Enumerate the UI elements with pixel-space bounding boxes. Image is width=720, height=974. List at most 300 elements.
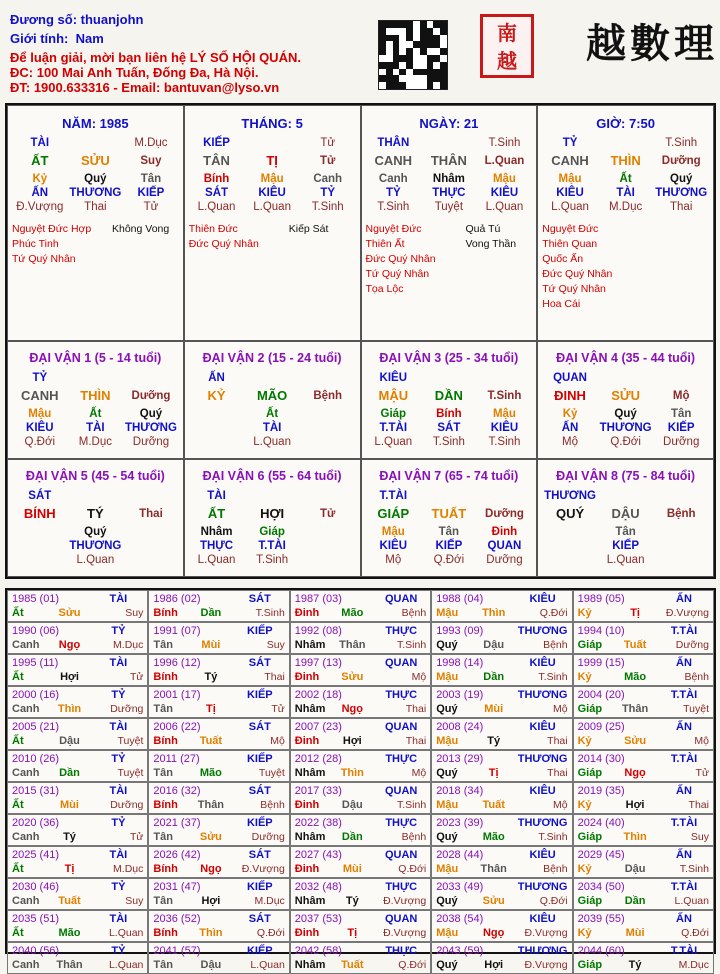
- year-phase: Bệnh: [543, 863, 568, 875]
- pillar-stars: [366, 222, 533, 297]
- dai-van-grid: [5, 341, 716, 579]
- year-branch: Tuất: [58, 895, 81, 907]
- hidden-god: TÀI: [616, 187, 635, 199]
- hidden-stem: Canh: [378, 173, 408, 185]
- year-stem: Ất: [12, 799, 24, 811]
- qr-module: [399, 21, 406, 28]
- year-cell[interactable]: [290, 718, 431, 750]
- year-stem: Bính: [153, 927, 178, 939]
- qr-module: [399, 41, 406, 48]
- year-branch: Mão: [58, 927, 81, 939]
- hidden-stem: [123, 525, 179, 539]
- year-cell[interactable]: [431, 654, 572, 686]
- dv-god-row: [12, 489, 179, 503]
- qr-module: [399, 69, 406, 76]
- year-branch: Mùi: [60, 799, 79, 811]
- pillar-god: KIẾP: [203, 137, 230, 149]
- hidden-god: SÁT: [437, 422, 461, 434]
- year-cell[interactable]: [573, 814, 714, 846]
- year-cell[interactable]: [148, 686, 289, 718]
- year-line-2: [295, 638, 426, 652]
- year-god: THƯƠNG: [517, 753, 568, 765]
- year-label: 2031 (47): [153, 881, 201, 893]
- year-stem: Quý: [436, 831, 458, 843]
- year-cell[interactable]: [573, 718, 714, 750]
- year-line-2: [436, 830, 567, 844]
- dv-stem: BÍNH: [23, 506, 56, 521]
- year-line-1: [153, 720, 284, 734]
- year-line-1: [153, 752, 284, 766]
- year-line-2: [578, 606, 709, 620]
- year-phase: L.Quan: [674, 895, 709, 907]
- year-branch: Tị: [630, 607, 640, 619]
- year-cell[interactable]: [7, 750, 148, 782]
- year-line-1: [295, 880, 426, 894]
- dai-van-2[interactable]: [184, 341, 361, 459]
- year-god: THỰC: [385, 689, 418, 701]
- contact-line: Để luận giải, mời bạn liên hệ LÝ SỐ HỘI QUÁN.: [10, 50, 301, 65]
- year-cell[interactable]: [573, 654, 714, 686]
- year-stem: Đinh: [294, 927, 320, 939]
- year-cell[interactable]: [573, 590, 714, 622]
- qr-module: [413, 35, 420, 42]
- year-cell[interactable]: [7, 718, 148, 750]
- hidden-god: [189, 421, 245, 435]
- pillar-title: THÁNG: 5: [241, 116, 303, 131]
- year-phase: Thai: [405, 735, 427, 747]
- year-phase: T.Sinh: [255, 607, 285, 619]
- year-cell[interactable]: [7, 654, 148, 686]
- pillar-god-row: [542, 136, 709, 150]
- dv-hidden-gods: [542, 539, 709, 553]
- year-cell[interactable]: [290, 622, 431, 654]
- spacer: [300, 371, 356, 385]
- year-cell[interactable]: [148, 750, 289, 782]
- year-phase: Thai: [688, 799, 709, 811]
- hidden-phase: Q.Đới: [24, 436, 56, 448]
- pillar-stars: [12, 222, 179, 267]
- hidden-phase: L.Quan: [253, 201, 291, 213]
- year-god: THỰC: [385, 625, 418, 637]
- year-line-1: [12, 688, 143, 702]
- hidden-phase: L.Quan: [551, 201, 589, 213]
- year-label: 1998 (14): [436, 657, 484, 669]
- year-cell[interactable]: [290, 686, 431, 718]
- hidden-god: KIÊU: [26, 422, 54, 434]
- qr-module: [399, 28, 406, 35]
- year-cell[interactable]: [431, 750, 572, 782]
- year-god: TỶ: [111, 945, 126, 957]
- year-stem: Mậu: [436, 927, 459, 939]
- year-cell[interactable]: [7, 622, 148, 654]
- brand-logo: 越數理: [586, 20, 718, 67]
- qr-module: [406, 82, 413, 89]
- spacer: [598, 136, 654, 150]
- hidden-god: KIÊU: [490, 422, 519, 434]
- year-branch: Tý: [204, 671, 218, 683]
- year-cell[interactable]: [290, 846, 431, 878]
- year-cell[interactable]: [573, 622, 714, 654]
- star-row: [542, 282, 709, 297]
- year-stem: Bính: [153, 863, 178, 875]
- year-cell[interactable]: [148, 878, 289, 910]
- year-cell[interactable]: [431, 686, 572, 718]
- dai-van-7[interactable]: [361, 459, 538, 577]
- dv-god: SÁT: [28, 490, 52, 502]
- year-god: ẤN: [676, 785, 692, 797]
- year-cell[interactable]: [7, 686, 148, 718]
- year-cell[interactable]: [573, 782, 714, 814]
- year-branch: Thân: [339, 639, 366, 651]
- qr-module: [440, 69, 447, 76]
- hidden-stem: Nhâm: [200, 526, 233, 538]
- year-cell[interactable]: [148, 814, 289, 846]
- year-stem: Tân: [153, 831, 173, 843]
- year-cell[interactable]: [7, 910, 148, 942]
- pillar-state: L.Quan: [484, 155, 525, 167]
- year-line-1: [295, 816, 426, 830]
- qr-module: [406, 28, 413, 35]
- star-good: Nguyệt Đức: [542, 223, 599, 235]
- hidden-stem: Quý: [84, 173, 107, 185]
- pillar-phase: Tử: [320, 137, 336, 149]
- year-line-1: [436, 848, 567, 862]
- year-branch: Tị: [347, 927, 358, 939]
- year-cell[interactable]: [148, 942, 289, 974]
- qr-module: [413, 48, 420, 55]
- year-line-2: [436, 606, 567, 620]
- hidden-god: THỰC: [199, 540, 234, 552]
- hidden-god: TỶ: [320, 187, 336, 199]
- year-cell[interactable]: [573, 750, 714, 782]
- hidden-stem: Mậu: [492, 408, 516, 420]
- year-branch: Hợi: [342, 735, 362, 747]
- year-cell[interactable]: [290, 654, 431, 686]
- year-cell[interactable]: [573, 942, 714, 974]
- year-line-1: [153, 624, 284, 638]
- year-cell[interactable]: [148, 654, 289, 686]
- pillar-branch: THÂN: [430, 153, 467, 168]
- year-cell[interactable]: [290, 782, 431, 814]
- year-branch: Thìn: [57, 703, 82, 715]
- qr-module: [420, 69, 427, 76]
- year-phase: Suy: [690, 831, 709, 843]
- qr-module: [433, 62, 440, 69]
- year-cell[interactable]: [431, 910, 572, 942]
- qr-module: [379, 82, 386, 89]
- year-god: KIẾP: [246, 625, 273, 637]
- year-branch: Tuất: [341, 959, 364, 971]
- year-cell[interactable]: [290, 814, 431, 846]
- year-cell[interactable]: [148, 718, 289, 750]
- year-branch: Ngọ: [341, 703, 363, 715]
- spacer: [123, 371, 179, 385]
- year-cell[interactable]: [7, 942, 148, 974]
- star-row: [366, 267, 533, 282]
- year-label: 2021 (37): [153, 817, 201, 829]
- year-cell[interactable]: [7, 782, 148, 814]
- year-stem: Đinh: [294, 735, 320, 747]
- hidden-phase: Q.Đới: [610, 436, 641, 448]
- qr-module: [379, 55, 386, 62]
- year-cell[interactable]: [431, 814, 572, 846]
- dv-hidden-gods: [366, 421, 533, 435]
- dai-van-4[interactable]: [537, 341, 714, 459]
- dai-van-1[interactable]: [7, 341, 184, 459]
- dai-van-5[interactable]: [7, 459, 184, 577]
- dv-hidden-phases: [366, 435, 533, 449]
- qr-module: [406, 55, 413, 62]
- dv-state: Mộ: [672, 390, 690, 402]
- pillar-stem: CANH: [374, 153, 413, 168]
- year-stem: Nhâm: [294, 703, 326, 715]
- year-god: QUAN: [384, 913, 418, 925]
- year-cell[interactable]: [431, 846, 572, 878]
- year-cell[interactable]: [148, 782, 289, 814]
- year-cell[interactable]: [148, 590, 289, 622]
- dai-van-3[interactable]: [361, 341, 538, 459]
- year-line-2: [578, 798, 709, 812]
- year-branch: Hợi: [625, 799, 645, 811]
- year-line-2: [578, 958, 709, 972]
- year-stem: Bính: [153, 671, 178, 683]
- year-cell[interactable]: [148, 846, 289, 878]
- year-line-1: [153, 880, 284, 894]
- year-branch: Tý: [487, 735, 501, 747]
- hidden-god: THƯƠNG: [655, 187, 708, 199]
- spacer: [421, 371, 477, 385]
- year-cell[interactable]: [573, 878, 714, 910]
- year-stem: Ất: [12, 735, 24, 747]
- year-cell[interactable]: [7, 590, 148, 622]
- pillar-god: THÂN: [377, 137, 410, 149]
- year-cell[interactable]: [290, 878, 431, 910]
- qr-module: [427, 41, 434, 48]
- year-line-1: [295, 656, 426, 670]
- year-cell[interactable]: [290, 942, 431, 974]
- year-god: THƯƠNG: [517, 945, 568, 957]
- year-branch: Sửu: [58, 607, 81, 619]
- hidden-stem: Tân: [670, 408, 692, 420]
- year-branch: Thìn: [340, 767, 364, 779]
- hidden-god: KIẾP: [612, 540, 640, 552]
- year-line-1: [295, 592, 426, 606]
- year-god: KIÊU: [529, 785, 556, 797]
- dai-van-6[interactable]: [184, 459, 361, 577]
- qr-module: [433, 28, 440, 35]
- year-cell[interactable]: [573, 846, 714, 878]
- year-cell[interactable]: [290, 910, 431, 942]
- year-label: 2030 (46): [12, 881, 60, 893]
- qr-module: [420, 35, 427, 42]
- year-god: KIÊU: [529, 657, 556, 669]
- year-stem: Quý: [436, 895, 458, 907]
- year-cell[interactable]: [7, 814, 148, 846]
- year-label: 1991 (07): [153, 625, 201, 637]
- pillar-hidden-phases: [542, 200, 709, 214]
- year-branch: Thìn: [199, 927, 223, 939]
- year-cell[interactable]: [431, 878, 572, 910]
- year-god: TÀI: [109, 593, 128, 605]
- year-label: 1996 (12): [153, 657, 201, 669]
- year-line-2: [578, 862, 709, 876]
- dv-god-row: [542, 489, 709, 503]
- year-phase: T.Sinh: [397, 799, 427, 811]
- year-line-2: [153, 926, 284, 940]
- year-cell[interactable]: [431, 782, 572, 814]
- hidden-phase: Dưỡng: [486, 554, 523, 566]
- year-cell[interactable]: [573, 910, 714, 942]
- year-stem: Tân: [153, 703, 173, 715]
- year-line-1: [578, 592, 709, 606]
- year-cell[interactable]: [7, 846, 148, 878]
- pillar-stem: CANH: [551, 153, 589, 168]
- year-line-1: [578, 784, 709, 798]
- year-stem: Canh: [12, 831, 40, 843]
- year-line-1: [12, 848, 143, 862]
- year-stem: Nhâm: [294, 895, 326, 907]
- dv-branch: TUẤT: [431, 506, 467, 521]
- qr-module: [433, 55, 440, 62]
- year-cell[interactable]: [431, 622, 572, 654]
- year-branch: Mão: [199, 767, 222, 779]
- year-line-1: [436, 816, 567, 830]
- year-cell[interactable]: [431, 718, 572, 750]
- hidden-phase: Đ.Vượng: [16, 201, 64, 213]
- year-god: ẤN: [676, 657, 692, 669]
- year-branch: Sửu: [624, 735, 647, 747]
- year-branch: Tuất: [623, 639, 647, 651]
- year-god: KIẾP: [246, 817, 273, 829]
- gender: [10, 31, 104, 46]
- year-stem: Tân: [153, 895, 173, 907]
- year-line-1: [12, 624, 143, 638]
- year-god: QUAN: [384, 657, 418, 669]
- hidden-phase: [300, 553, 356, 567]
- year-line-1: [295, 624, 426, 638]
- hidden-god: [300, 421, 356, 435]
- hidden-stem: Tân: [438, 526, 460, 538]
- hidden-phase: M.Dục: [78, 436, 112, 448]
- year-cell[interactable]: [431, 942, 572, 974]
- star-good: Đức Quý Nhân: [188, 238, 259, 250]
- year-cell[interactable]: [148, 910, 289, 942]
- year-stem: Canh: [12, 959, 40, 971]
- year-phase: Tử: [129, 671, 144, 683]
- hidden-stem: Giáp: [380, 408, 407, 420]
- year-cell[interactable]: [290, 750, 431, 782]
- dv-god: QUAN: [553, 372, 587, 384]
- qr-module: [427, 35, 434, 42]
- spacer: [123, 489, 179, 503]
- year-line-1: [295, 944, 426, 958]
- qr-code[interactable]: [378, 20, 448, 90]
- year-label: 2001 (17): [153, 689, 201, 701]
- hidden-stem: Tân: [140, 173, 162, 185]
- year-branch: Hợi: [60, 671, 79, 683]
- year-line-2: [153, 638, 284, 652]
- year-line-2: [153, 670, 284, 684]
- year-branch: Ngọ: [624, 767, 646, 779]
- qr-module: [427, 55, 434, 62]
- qr-module: [393, 75, 400, 82]
- qr-module: [406, 62, 413, 69]
- dv-god: THƯƠNG: [544, 490, 596, 502]
- qr-module: [399, 55, 406, 62]
- year-line-2: [295, 798, 426, 812]
- pillar-state: Suy: [140, 155, 162, 167]
- year-stem: Bính: [153, 735, 178, 747]
- year-label: 2012 (28): [294, 753, 342, 765]
- year-stem: Tân: [153, 767, 173, 779]
- year-god: THƯƠNG: [517, 817, 568, 829]
- year-god: SÁT: [248, 785, 271, 797]
- year-label: 1993 (09): [436, 625, 484, 637]
- pillar-god-row: [189, 136, 356, 150]
- year-god: TỶ: [111, 625, 126, 637]
- qr-module: [393, 62, 400, 69]
- dv-god: T.TÀI: [379, 490, 408, 502]
- year-label: 1992 (08): [294, 625, 342, 637]
- year-phase: Mộ: [553, 799, 568, 811]
- year-line-2: [436, 638, 567, 652]
- year-phase: Tử: [695, 767, 709, 779]
- year-line-2: [295, 734, 426, 748]
- qr-module: [433, 35, 440, 42]
- pillar-phase: T.Sinh: [488, 137, 521, 149]
- hidden-phase: [653, 553, 709, 567]
- year-god: TỶ: [111, 817, 126, 829]
- year-label: 2038 (54): [436, 913, 484, 925]
- hidden-stem: Ất: [619, 173, 632, 185]
- dv-hidden-stems: [12, 525, 179, 539]
- year-cell[interactable]: [148, 622, 289, 654]
- year-god: TỶ: [111, 689, 126, 701]
- qr-module: [440, 48, 447, 55]
- year-branch: Dần: [624, 895, 646, 907]
- year-god: TÀI: [109, 913, 128, 925]
- qr-module: [393, 21, 400, 28]
- year-phase: Mộ: [694, 735, 709, 747]
- year-cell[interactable]: [7, 878, 148, 910]
- hidden-god: THƯƠNG: [69, 187, 122, 199]
- year-cell[interactable]: [431, 590, 572, 622]
- year-branch: Tý: [63, 831, 76, 843]
- dai-van-title: ĐẠI VẬN 3 (25 - 34 tuổi): [379, 351, 519, 365]
- year-cell[interactable]: [290, 590, 431, 622]
- year-branch: Sửu: [341, 671, 364, 683]
- hidden-god: [12, 539, 68, 553]
- hidden-phase: M.Dục: [609, 201, 643, 213]
- year-line-1: [578, 912, 709, 926]
- qr-module: [386, 75, 393, 82]
- year-phase: Q.Đới: [539, 607, 568, 619]
- year-label: 2008 (24): [436, 721, 484, 733]
- year-branch: Thân: [56, 959, 83, 971]
- qr-module: [440, 55, 447, 62]
- star-good: Thiên Ất: [365, 238, 405, 250]
- year-label: 2036 (52): [153, 913, 201, 925]
- phone-email-line: ĐT: 1900.633316 - Email: bantuvan@lyso.vn: [10, 80, 280, 95]
- dai-van-8[interactable]: [537, 459, 714, 577]
- dv-god: ẤN: [208, 372, 225, 384]
- year-line-2: [436, 958, 567, 972]
- year-branch: Ngọ: [200, 863, 222, 875]
- qr-module: [413, 82, 420, 89]
- year-phase: Mộ: [411, 767, 427, 779]
- year-cell[interactable]: [573, 686, 714, 718]
- star-row: [542, 237, 709, 252]
